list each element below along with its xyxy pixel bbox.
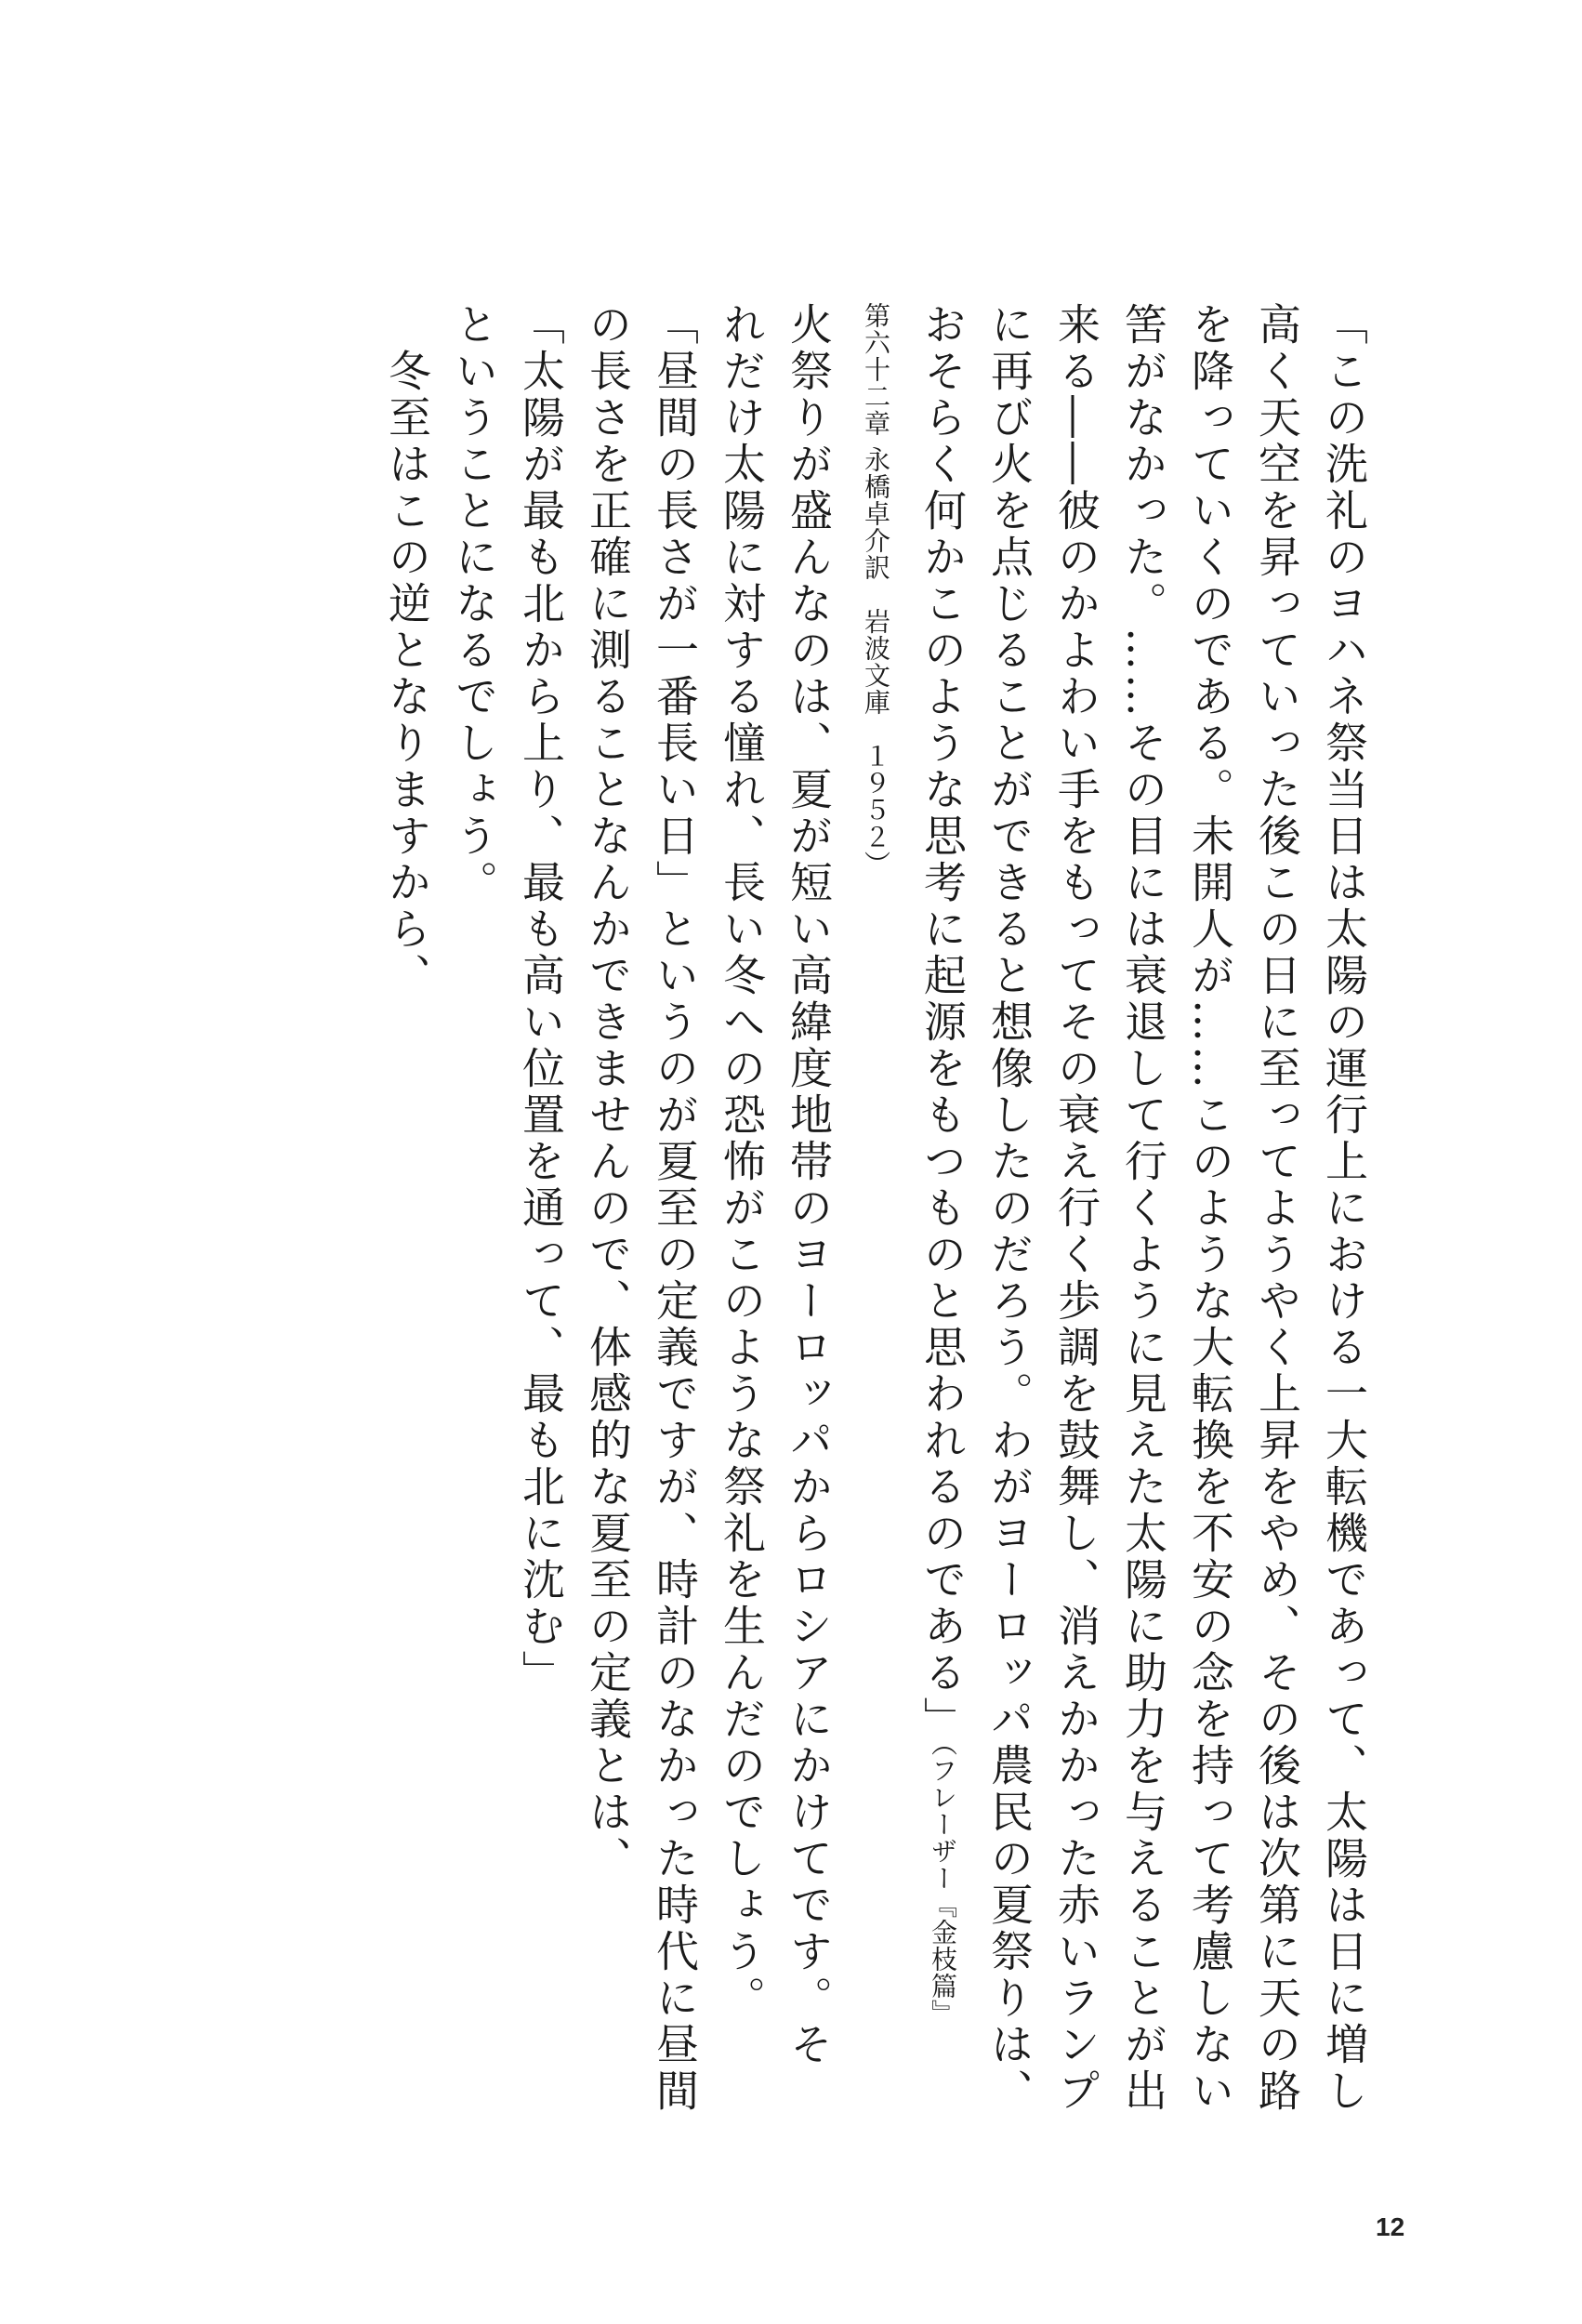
quote-line-4: 筈がなかった。……その目には衰退して行くように見えた太陽に助力を与えることが出 — [1118, 302, 1168, 2115]
quote-line-6: に再び火を点じることができると想像したのだろう。わがヨーロッパ農民の夏祭りは、 — [984, 302, 1035, 2115]
paragraph-line-4: の長さを正確に測ることなんかできませんので、体感的な夏至の定義とは、 — [583, 302, 633, 1882]
body-text — [374, 302, 1378, 2115]
paragraph-line-1: 火祭りが盛んなのは、夏が短い高緯度地帯のヨーロッパからロシアにかけてです。そ — [784, 302, 834, 2068]
citation-detail: 第六十二章 永橋卓介訳 岩波文庫 １９５２） — [861, 302, 891, 878]
paragraph-line-7: 冬至はこの逆となりますから、 — [382, 302, 432, 999]
paragraph-line-5: 「太陽が最も北から上り、最も高い位置を通って、最も北に沈む」 — [516, 302, 566, 1697]
paragraph-line-3: 「昼間の長さが一番長い日」というのが夏至の定義ですが、時計のなかった時代に昼間 — [650, 302, 700, 2115]
quote-line-5: 来る――彼のかよわい手をもってその衰え行く歩調を鼓舞し、消えかかった赤いランプ — [1051, 302, 1101, 2115]
paragraph-line-2: れだけ太陽に対する憧れ、長い冬への恐怖がこのような祭礼を生んだのでしょう。 — [717, 302, 767, 2022]
paragraph-line-6: ということになるでしょう。 — [449, 302, 499, 906]
quote-line-2: 高く天空を昇っていった後この日に至ってようやく上昇をやめ、その後は次第に天の路 — [1252, 302, 1302, 2115]
quote-end-text: おそらく何かこのような思考に起源をもつものと思われるのである」 — [917, 302, 968, 1743]
quote-line-7 — [909, 302, 976, 2027]
quote-line-1: 「この洗礼のヨハネ祭当日は太陽の運行上における一大転機であって、太陽は日に増し — [1319, 302, 1369, 2115]
citation-source: （フレーザー『金枝篇』 — [928, 1743, 958, 2027]
page-number: 12 — [1376, 2212, 1405, 2241]
quote-line-3: を降っていくのである。未開人が……このような大転換を不安の念を持って考慮しない — [1185, 302, 1235, 2115]
